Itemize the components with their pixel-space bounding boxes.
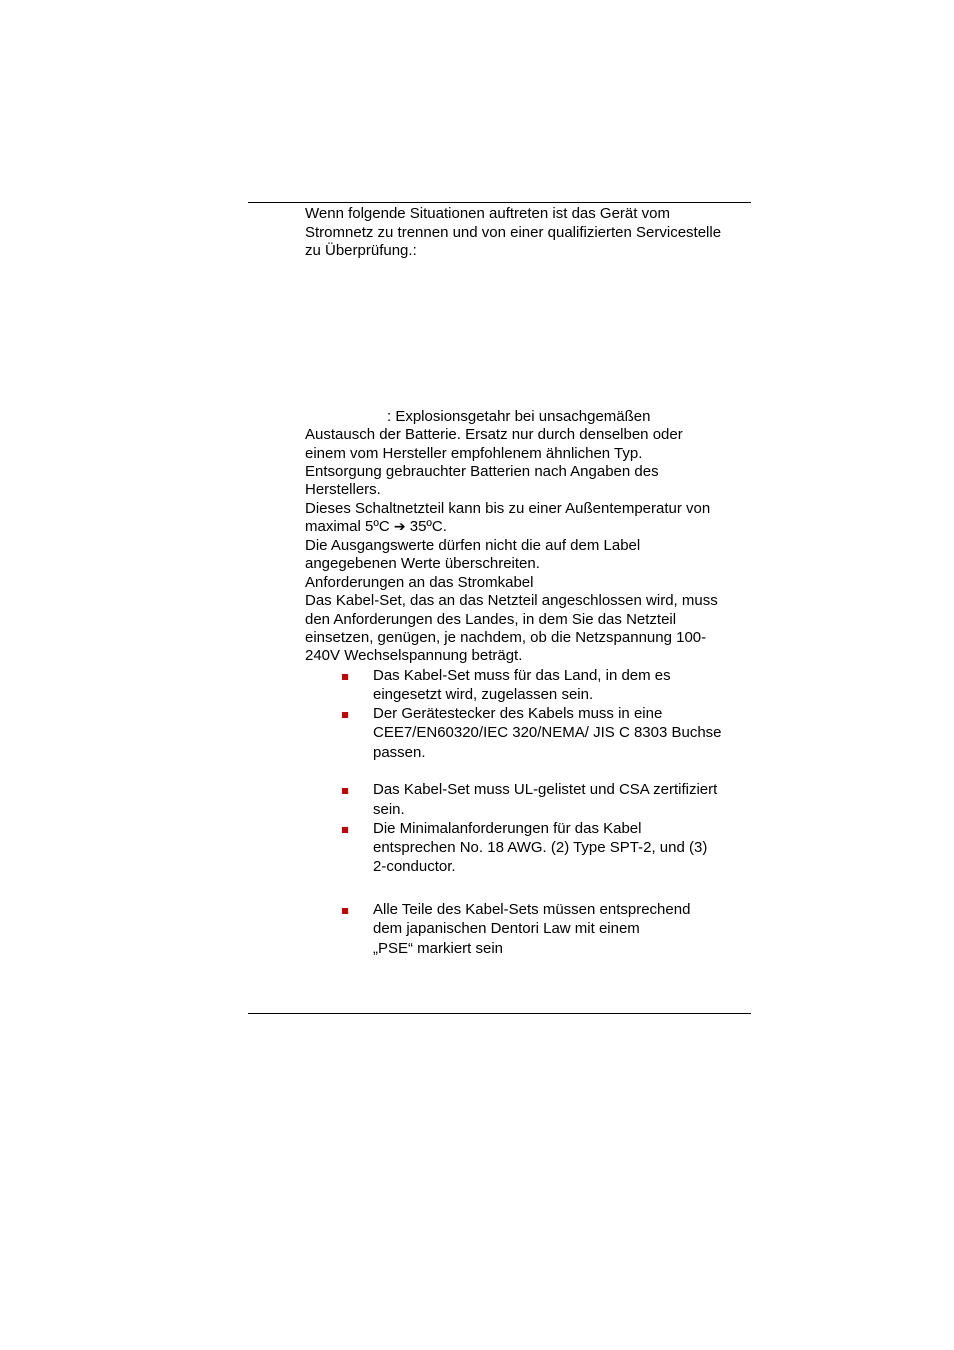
text-line: 2-conductor. [373,858,456,875]
text-line: entsprechen No. 18 AWG. (2) Type SPT-2, und (3) [373,839,708,856]
text-line: sein. [373,801,405,818]
temp-max: 35ºC. [409,518,447,535]
text-line: Alle Teile des Kabel-Sets müssen entsprechend [373,901,691,918]
text-line: Herstellers. [305,481,381,498]
text-line: einem vom Hersteller empfohlenem ähnlichen Typ. [305,445,643,462]
right-arrow-icon: ➔ [393,519,406,535]
text-line: Stromnetz zu trennen und von einer qualifizierten Servicestelle [305,224,722,241]
square-bullet-icon [342,827,348,833]
text-line: Der Gerätestecker des Kabels muss in eine [373,705,663,722]
text-line [305,518,447,536]
square-bullet-icon [342,712,348,718]
square-bullet-icon [342,908,348,914]
text-line: Wenn folgende Situationen auftreten ist das Gerät vom [305,205,670,222]
cable-heading: Anforderungen an das Stromkabel [305,574,534,591]
text-line: 240V Wechselspannung beträgt. [305,647,523,664]
text-line: Das Kabel-Set, das an das Netzteil angeschlossen wird, muss [305,592,718,609]
text-line: Das Kabel-Set muss für das Land, in dem es [373,667,671,684]
text-line: einsetzen, genügen, je nachdem, ob die Netzspannung 100- [305,629,707,646]
square-bullet-icon [342,788,348,794]
text-line: Das Kabel-Set muss UL-gelistet und CSA zertifiziert [373,781,718,798]
text-line: : Explosionsgetahr bei unsachgemäßen [387,408,651,425]
text-line: Austausch der Batterie. Ersatz nur durch denselben oder [305,426,683,443]
temp-min: maximal 5ºC [305,518,390,535]
text-line: angegebenen Werte überschreiten. [305,555,540,572]
text-line: „PSE“ markiert sein [373,940,504,957]
text-line: zu Überprüfung.: [305,242,417,259]
bottom-rule [248,1013,751,1014]
text-line: Die Ausgangswerte dürfen nicht die auf dem Label [305,537,641,554]
text-line: Die Minimalanforderungen für das Kabel [373,820,642,837]
text-line: Dieses Schaltnetzteil kann bis zu einer Außentemperatur von [305,500,711,517]
text-line: passen. [373,744,426,761]
top-rule [248,202,751,203]
text-line: dem japanischen Dentori Law mit einem [373,920,640,937]
text-line: Entsorgung gebrauchter Batterien nach Angaben des [305,463,659,480]
square-bullet-icon [342,674,348,680]
text-line: eingesetzt wird, zugelassen sein. [373,686,594,703]
text-line: CEE7/EN60320/IEC 320/NEMA/ JIS C 8303 Buchse [373,724,722,741]
text-line: den Anforderungen des Landes, in dem Sie das Netzteil [305,611,677,628]
